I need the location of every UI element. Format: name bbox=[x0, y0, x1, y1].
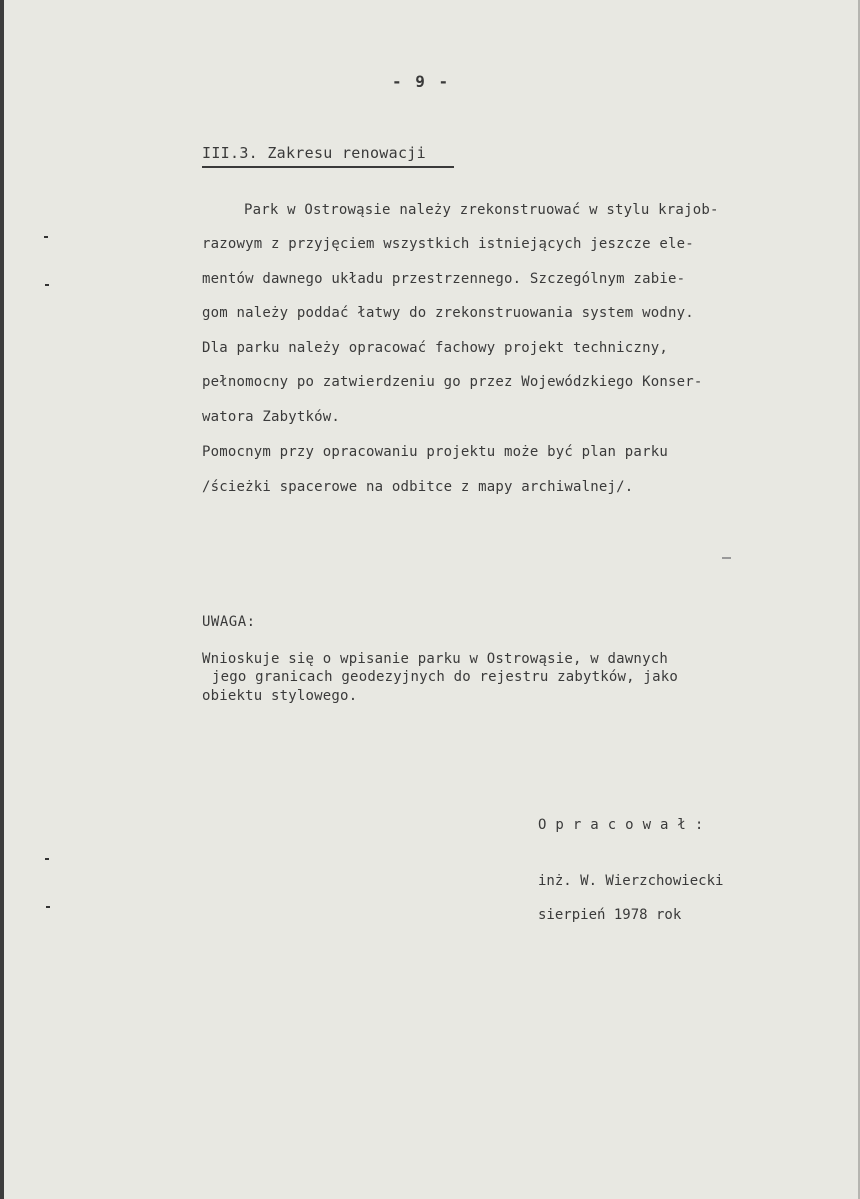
note-label: UWAGA: bbox=[202, 614, 256, 630]
paragraph-line: Pomocnym przy opracowaniu projektu może być plan parku bbox=[202, 444, 668, 460]
note-line: jego granicach geodezyjnych do rejestru zabytków, jako bbox=[212, 669, 678, 685]
author-name: inż. W. Wierzchowiecki bbox=[538, 873, 724, 889]
prepared-by-label: Opracował: bbox=[538, 817, 713, 833]
document-date: sierpień 1978 rok bbox=[538, 907, 682, 923]
margin-mark bbox=[45, 858, 49, 860]
paragraph-line: watora Zabytków. bbox=[202, 409, 341, 425]
paragraph-line: Dla parku należy opracować fachowy projekt techniczny, bbox=[202, 340, 668, 356]
paragraph-line: pełnomocny po zatwierdzeniu go przez Wojewódzkiego Konser- bbox=[202, 374, 703, 390]
note-line: Wnioskuje się o wpisanie parku w Ostrowąsie, w dawnych bbox=[202, 651, 668, 667]
section-heading: III.3. Zakresu renowacji bbox=[202, 144, 426, 162]
note-line: obiektu stylowego. bbox=[202, 688, 358, 704]
paragraph-line: razowym z przyjęciem wszystkich istniejących jeszcze ele- bbox=[202, 236, 694, 252]
paragraph-line: mentów dawnego układu przestrzennego. Szczególnym zabie- bbox=[202, 271, 686, 287]
margin-mark bbox=[46, 906, 50, 908]
paragraph-line: gom należy poddać łatwy do zrekonstruowania system wodny. bbox=[202, 305, 694, 321]
page-left-edge bbox=[0, 0, 4, 1199]
paragraph-line: Park w Ostrowąsie należy zrekonstruować w stylu krajob- bbox=[244, 202, 719, 218]
heading-underline bbox=[202, 166, 454, 168]
margin-mark bbox=[44, 236, 48, 238]
ink-smudge bbox=[722, 557, 731, 559]
page-number: - 9 - bbox=[392, 72, 451, 91]
paragraph-line: /ścieżki spacerowe na odbitce z mapy archiwalnej/. bbox=[202, 479, 634, 495]
margin-mark bbox=[45, 284, 49, 286]
